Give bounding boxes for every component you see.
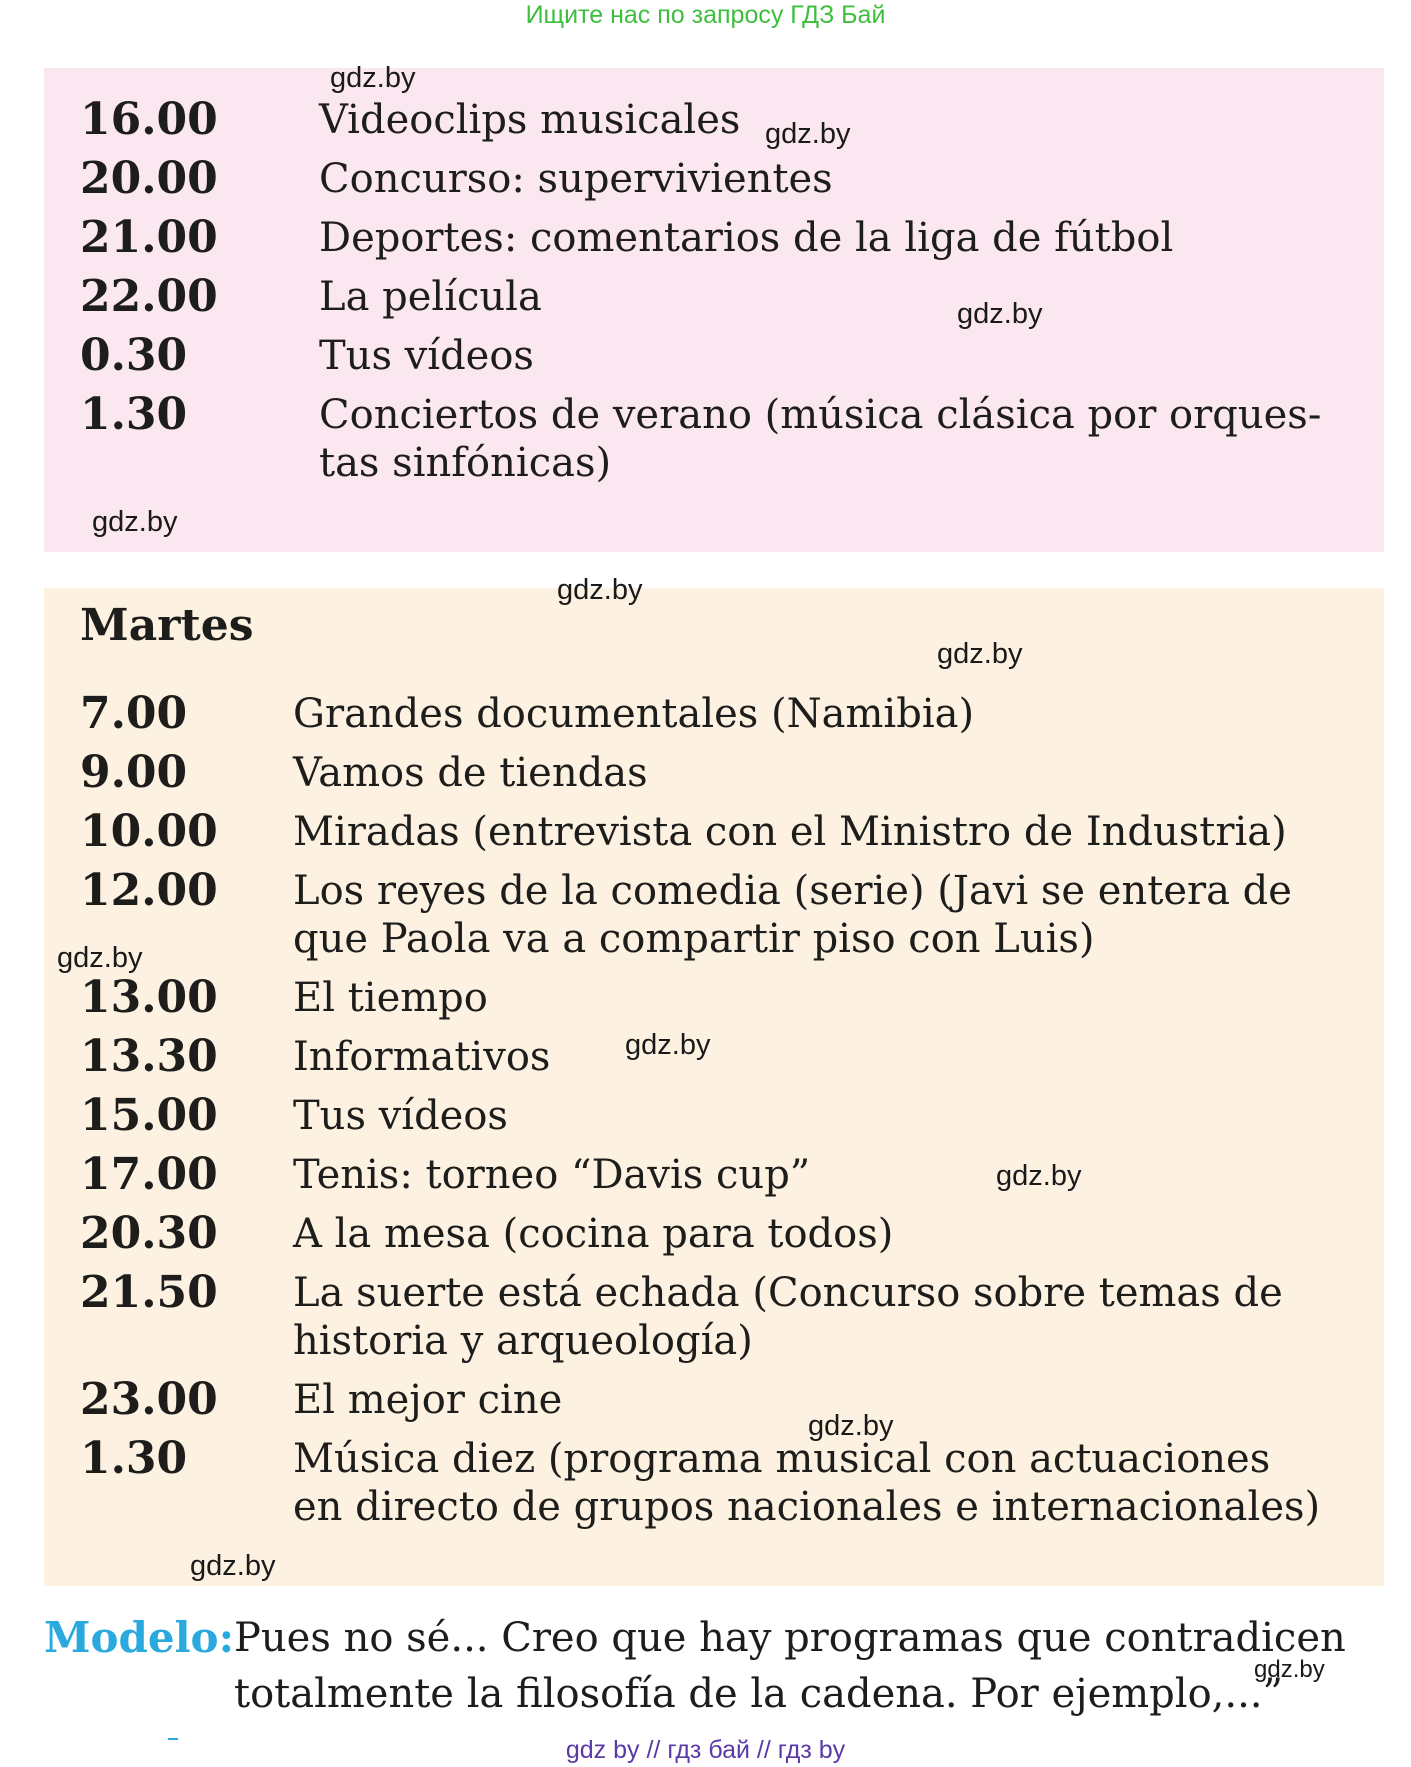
schedule-time: 13.30 [80,1031,218,1082]
watermark: gdz.by [57,942,143,974]
schedule-title: tas sinfónicas) [319,440,612,486]
day-heading: Martes [80,600,254,651]
schedule-title: Miradas (entrevista con el Ministro de Industria) [293,809,1287,855]
footer-link[interactable]: гдз by [777,1736,846,1764]
schedule-time: 21.00 [80,212,218,263]
schedule-title: Música diez (programa musical con actuaciones [293,1436,1271,1482]
schedule-title: El tiempo [293,975,488,1021]
schedule-title: Tus vídeos [319,333,534,379]
schedule-time: 16.00 [80,94,218,145]
schedule-time: 9.00 [80,747,188,798]
schedule-time: 10.00 [80,806,218,857]
watermark: gdz.by [92,506,178,538]
schedule-title: en directo de grupos nacionales e internacionales) [293,1484,1321,1530]
schedule-title: que Paola va a compartir piso con Luis) [293,916,1095,962]
schedule-title: historia y arqueología) [293,1318,753,1364]
schedule-title: Grandes documentales (Namibia) [293,691,975,737]
schedule-time: 20.00 [80,153,218,204]
schedule-time: 12.00 [80,865,218,916]
schedule-panel-martes [44,588,1384,1586]
schedule-time: 17.00 [80,1149,218,1200]
watermark: gdz.by [937,638,1023,670]
watermark: gdz.by [330,62,416,94]
schedule-title: Los reyes de la comedia (serie) (Javi se entera de [293,868,1292,914]
footer-links [0,1735,1411,1765]
footer-separator: // [646,1736,661,1764]
modelo-label: Modelo: [44,1613,235,1662]
watermark: gdz.by [190,1550,276,1582]
schedule-time: 1.30 [80,1433,188,1484]
modelo-line: totalmente la filosofía de la cadena. Por ejemplo,...” [234,1671,1283,1717]
schedule-time: 15.00 [80,1090,218,1141]
schedule-title: Informativos [293,1034,551,1080]
schedule-time: 21.50 [80,1267,218,1318]
schedule-title: La suerte está echada (Concurso sobre temas de [293,1270,1283,1316]
watermark: gdz.by [625,1029,711,1061]
schedule-title: Videoclips musicales [319,97,741,143]
schedule-time: 1.30 [80,389,188,440]
schedule-title: Deportes: comentarios de la liga de fútbol [319,215,1174,261]
watermark: gdz.by [808,1410,894,1442]
watermark: gdz.by [765,118,851,150]
watermark: gdz.by [996,1160,1082,1192]
footer-link[interactable]: gdz by [565,1736,640,1764]
modelo-text [234,1610,1346,1722]
top-banner: Ищите нас по запросу ГДЗ Бай [525,1,886,29]
schedule-time: 13.00 [80,972,218,1023]
schedule-title: El mejor cine [293,1377,563,1423]
footer-separator: // [756,1736,771,1764]
schedule-title: A la mesa (cocina para todos) [293,1211,894,1257]
schedule-title: Tus vídeos [293,1093,508,1139]
schedule-title: Conciertos de verano (música clásica por orques- [319,392,1322,438]
watermark: gdz.by [557,574,643,606]
watermark: gdz.by [1254,1656,1325,1683]
schedule-title: La película [319,274,542,320]
watermark: gdz.by [957,298,1043,330]
schedule-title: Tenis: torneo “Davis cup” [293,1152,811,1198]
schedule-time: 23.00 [80,1374,218,1425]
schedule-panel-pink [44,68,1384,552]
schedule-title: Vamos de tiendas [293,750,648,796]
schedule-time: 22.00 [80,271,218,322]
schedule-time: 0.30 [80,330,188,381]
schedule-time: 20.30 [80,1208,218,1259]
schedule-time: 7.00 [80,688,188,739]
footer-link[interactable]: гдз бай [667,1736,750,1764]
modelo-line: Pues no sé... Creo que hay programas que contradicen [234,1615,1346,1661]
schedule-title: Concurso: supervivientes [319,156,833,202]
